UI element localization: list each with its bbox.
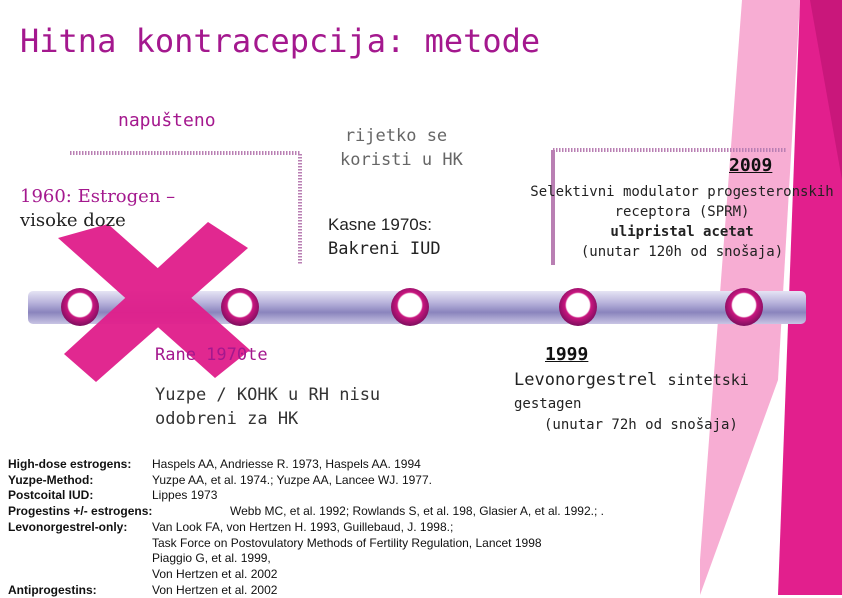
reference-key: Yuzpe-Method: (8, 472, 94, 487)
reference-value: Lippes 1973 (152, 488, 218, 503)
yuzpe-line-2: odobreni za HK (155, 409, 299, 429)
slide-title: Hitna kontracepcija: metode (20, 22, 541, 60)
label-yuzpe (155, 383, 380, 431)
kasne-line-2: Bakreni IUD (328, 239, 441, 259)
label-kasne-1970s (328, 213, 441, 261)
sprm-line-2: receptora (SPRM) (614, 204, 750, 220)
label-sprm (522, 182, 842, 262)
rijetko-line-1: rijetko se (344, 126, 448, 146)
marker-1960 (61, 288, 99, 326)
label-rijetko (340, 124, 463, 172)
reference-value: Von Hertzen et al. 2002 (152, 582, 278, 597)
estrogen-line-2: visoke doze (20, 210, 126, 231)
estrogen-line-1: 1960: Estrogen – (20, 186, 176, 207)
reference-value: Task Force on Postovulatory Methods of Fertility Regulation, Lancet 1998 (152, 535, 542, 550)
reference-value: Von Hertzen et al. 2002 (152, 566, 278, 581)
reference-key: Levonorgestrel-only: (8, 519, 128, 534)
marker-2009 (725, 288, 763, 326)
levo-line-1b: sintetski (667, 371, 749, 389)
year-1999: 1999 (545, 344, 589, 365)
marker-late-1970s (391, 288, 429, 326)
sprm-line-1: Selektivni modulator progesteronskih (530, 184, 834, 200)
sprm-line-4: (unutar 120h od snošaja) (580, 244, 784, 260)
marker-1999 (559, 288, 597, 326)
label-rane-1970te: Rane 1970te (155, 345, 268, 365)
levo-line-2: gestagen (514, 396, 582, 412)
label-estrogen (20, 185, 175, 233)
levo-line-1a: Levonorgestrel (514, 370, 658, 390)
reference-value: Haspels AA, Andriesse R. 1973, Haspels AA. 1994 (152, 457, 421, 471)
reference-key: Postcoital IUD: (8, 488, 94, 503)
yuzpe-line-1: Yuzpe / KOHK u RH nisu (155, 385, 381, 405)
reference-key: Progestins +/- estrogens: (8, 504, 153, 519)
year-2009: 2009 (729, 155, 773, 176)
references (8, 457, 698, 595)
reference-value: Yuzpe AA, et al. 1974.; Yuzpe AA, Lancee WJ. 1977. (152, 472, 432, 487)
label-napusteno: napušteno (118, 110, 216, 131)
reference-value: Piaggio G, et al. 1999, (152, 551, 271, 566)
sprm-line-3: ulipristal acetat (610, 224, 754, 240)
reference-key: High-dose estrogens: (8, 457, 132, 471)
reference-value: Webb MC, et al. 1992; Rowlands S, et al. 198, Glasier A, et al. 1992.; . (230, 504, 604, 519)
reference-value: Van Look FA, von Hertzen H. 1993, Guillebaud, J. 1998.; (152, 519, 454, 534)
rijetko-line-2: koristi u HK (340, 150, 463, 170)
marker-early-1970s (221, 288, 259, 326)
reference-key: Antiprogestins: (8, 582, 97, 597)
levo-line-3: (unutar 72h od snošaja) (544, 417, 738, 433)
label-levonorgestrel (514, 370, 749, 390)
kasne-line-1: Kasne 1970s: (328, 215, 432, 234)
